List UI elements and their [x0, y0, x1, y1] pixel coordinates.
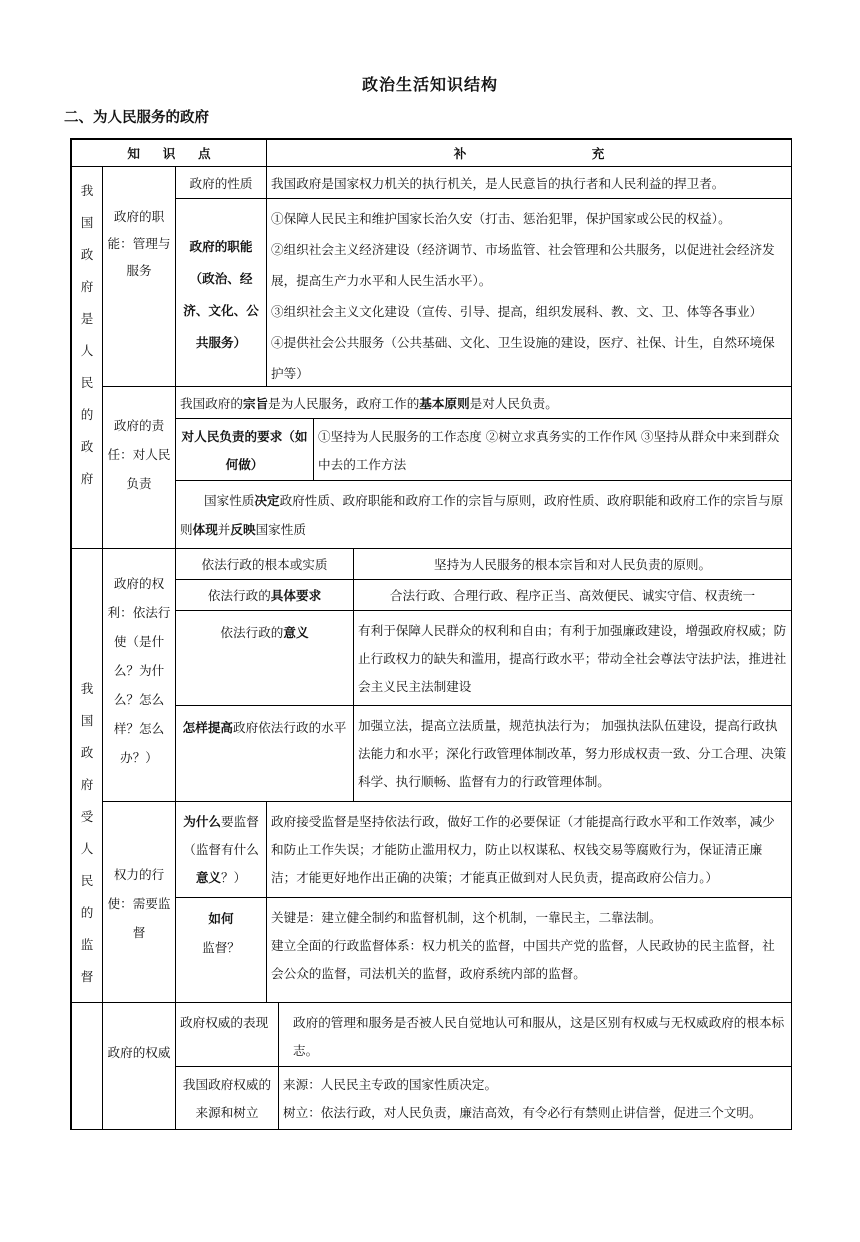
authority-show-text: 政府的管理和服务是否被人民自觉地认可和服从，这是区别有权威与无权威政府的根本标志。	[278, 1002, 792, 1067]
authority-show-title: 政府权威的表现	[175, 1002, 279, 1067]
requirement-title: 对人民负责的要求（如何做）	[175, 418, 314, 481]
essence-title: 依法行政的根本或实质	[175, 548, 354, 580]
authority-source-text: 来源：人民民主专政的国家性质决定。 树立：依法行政，对人民负责，廉洁高效，有令必行有禁则止讲信誉，促进三个文明。	[278, 1066, 792, 1130]
page-title: 政治生活知识结构	[361, 75, 498, 94]
header-knowledge-char: 识	[162, 146, 176, 161]
why-supervise-text: 政府接受监督是坚持依法行政，做好工作的必要保证（才能提高行政水平和工作效率，减少和防止工作失误；才能防止滥用权力，防止以权谋私、权钱交易等腐败行为，保证清正廉洁；才能更好地作出正确的决策；才能真正做到对人民负责，提高政府公信力。）	[266, 801, 792, 898]
header-knowledge	[71, 139, 267, 167]
specific-req-title: 依法行政的具体要求	[175, 579, 354, 611]
how-supervise-title: 如何 监督？	[175, 897, 267, 1003]
section-heading: 二、为人民服务的政府	[64, 110, 209, 126]
knowledge-table	[70, 138, 792, 1130]
how-supervise-text: 关键是：建立健全制约和监督机制，这个机制，一靠民主，二靠法制。 建立全面的行政监督体系：权力机关的监督，中国共产党的监督，人民政协的民主监督，社会公众的监督，司法机关的监督，政府系统内部的监督。	[266, 897, 792, 1003]
why-supervise-title: 为什么要监督（监督有什么意义？）	[175, 801, 267, 898]
header-knowledge-char: 点	[198, 146, 211, 161]
nature-title: 政府的性质	[175, 166, 267, 199]
function-title: 政府的职能（政治、经济、文化、公共服务）	[175, 198, 267, 387]
header-supplement-char: 充	[591, 146, 605, 161]
function-item: ③组织社会主义文化建设（宣传、引导、提高，组织发展科、教、文、卫、体等各事业）	[271, 304, 763, 319]
section2-label: 我国政府受人民的监督	[71, 548, 103, 1003]
authority-label: 政府的权威	[102, 1002, 176, 1130]
function-item: ④提供社会公共服务（公共基础、文化、卫生设施的建设，医疗、社保、计生，自然环境保护等）	[271, 335, 775, 381]
header-knowledge-char: 知	[127, 146, 140, 161]
significance-text: 有利于保障人民群众的权利和自由；有利于加强廉政建设，增强政府权威；防止行政权力的缺失和滥用，提高行政水平；带动全社会尊法守法护法，推进社会主义民主法制建设	[353, 610, 792, 706]
improve-text: 加强立法，提高立法质量，规范执法行为； 加强执法队伍建设，提高行政执法能力和水平；深化行政管理体制改革，努力形成权责一致、分工合理、决策科学、执行顺畅、监督有力的行政管理体制。	[353, 705, 792, 802]
nature-text: 我国政府是国家权力机关的执行机关，是人民意旨的执行者和人民利益的捍卫者。	[266, 166, 792, 199]
function-item: ①保障人民民主和维护国家长治久安（打击、惩治犯罪，保护国家或公民的权益）。	[271, 211, 731, 226]
section2-label-continued	[71, 1002, 103, 1130]
requirement-text: ①坚持为人民服务的工作态度 ②树立求真务实的工作作风 ③坚持从群众中来到群众中去的工作方法	[313, 418, 792, 481]
section1-label: 我国政府是人民的政府	[71, 166, 103, 549]
law-label: 政府的权利：依法行使（是什么？为什么？怎么样？怎么办？）	[102, 548, 176, 802]
power-label: 权力的行使：需要监督	[102, 801, 176, 1003]
authority-source-title: 我国政府权威的来源和树立	[175, 1066, 279, 1130]
significance-title: 依法行政的意义	[175, 610, 354, 706]
relation-text: 国家性质决定政府性质、政府职能和政府工作的宗旨与原则，政府性质、政府职能和政府工作的宗旨与原则体现并反映国家性质	[175, 480, 792, 549]
function-item: ②组织社会主义经济建设（经济调节、市场监管、社会管理和公共服务，以促进社会经济发展，提高生产力水平和人民生活水平）。	[271, 242, 775, 288]
header-supplement-char: 补	[453, 146, 467, 161]
duty-label: 政府的职能：管理与服务	[102, 166, 176, 387]
specific-req-text: 合法行政、合理行政、程序正当、高效便民、诚实守信、权责统一	[353, 579, 792, 611]
responsibility-label: 政府的责任：对人民负责	[102, 386, 176, 549]
improve-title: 怎样提高政府依法行政的水平	[175, 705, 354, 802]
principle-text: 我国政府的宗旨是为人民服务，政府工作的基本原则是对人民负责。	[175, 386, 792, 419]
essence-text: 坚持为人民服务的根本宗旨和对人民负责的原则。	[353, 548, 792, 580]
function-list	[266, 198, 792, 387]
header-supplement	[266, 139, 792, 167]
